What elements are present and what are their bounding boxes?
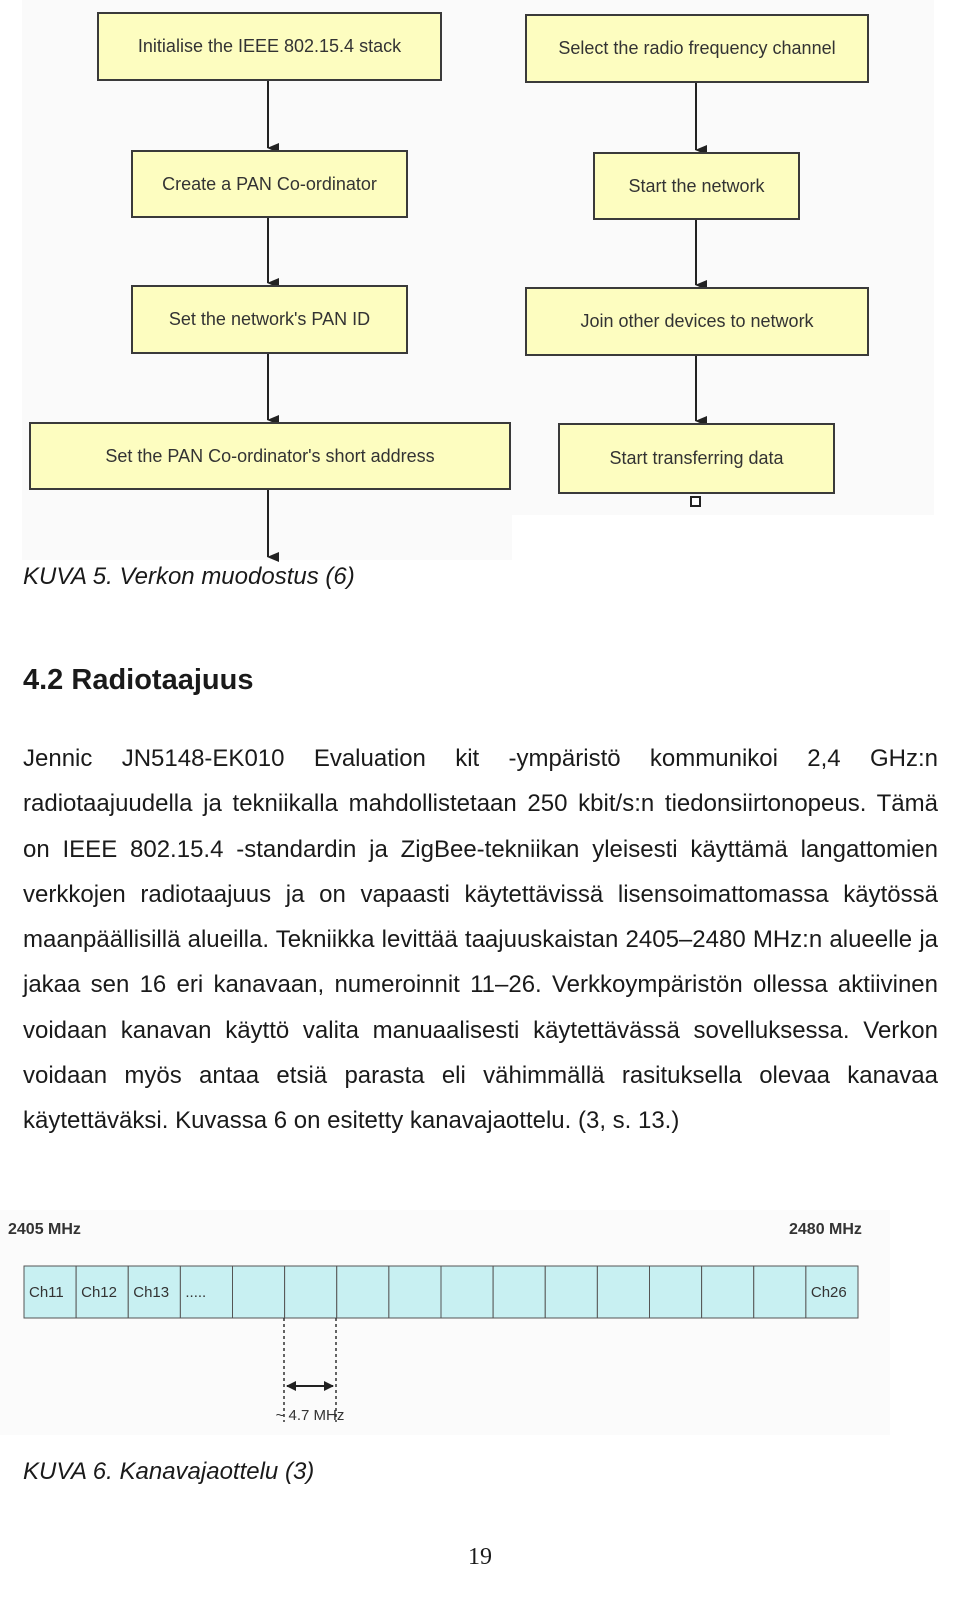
channel-label: Ch12	[81, 1284, 117, 1301]
freq-start-label: 2405 MHz	[8, 1221, 81, 1238]
page-number: 19	[468, 1544, 492, 1570]
channel-label: Ch13	[133, 1284, 170, 1301]
channel-cell	[650, 1266, 702, 1318]
step-initialise-stack: Initialise the IEEE 802.15.4 stack	[97, 12, 442, 81]
channel-label: Ch11	[29, 1284, 64, 1301]
channel-cell	[233, 1266, 285, 1318]
channel-label: .....	[185, 1284, 207, 1301]
section-heading: 4.2 Radiotaajuus	[23, 664, 254, 696]
step-start-transferring: Start transferring data	[558, 423, 835, 494]
channel-diagram-svg	[0, 1210, 960, 1440]
figure-5-caption: KUVA 5. Verkon muodostus (6)	[23, 563, 355, 590]
step-select-channel: Select the radio frequency channel	[525, 14, 869, 83]
channel-cell	[702, 1266, 754, 1318]
channel-cell	[545, 1266, 597, 1318]
body-paragraph: Jennic JN5148-EK010 Evaluation kit -ympäristö kommunikoi 2,4 GHz:n radiotaajuudella ja tekniikalla mahdollistetaan 250 kbit/s:n tiedonsiirtonopeus. Tämä on IEEE 802.15.4 -standardin ja ZigBee-tekniikan yleisesti käyttämä langattomien verkkojen radiotaajuus ja on vapaasti käytettävissä lisensoimattomassa käytössä maanpäällisillä alueilla. Tekniikka levittää taajuuskaistan 2405–2480 MHz:n alueelle ja jakaa sen 16 eri kanavaan, numeroinnit 11–26. Verkkoympäristön ollessa aktiivinen voidaan kanavan käyttö valita manuaalisesti käytettävässä sovelluksessa. Verkon voidaan myös antaa etsiä parasta eli vähimmällä rasituksella olevaa kanavaa käytettäväksi. Kuvassa 6 on esitetty kanavajaottelu. (3, s. 13.)	[23, 745, 938, 1135]
flowchart	[0, 0, 960, 575]
channel-cell	[597, 1266, 649, 1318]
channel-diagram	[0, 1210, 960, 1440]
step-set-pan-id: Set the network's PAN ID	[131, 285, 408, 354]
channel-label: Ch26	[810, 1284, 847, 1301]
channel-cell	[389, 1266, 441, 1318]
connector-square	[691, 497, 700, 506]
channel-cell	[493, 1266, 545, 1318]
channel-cell	[337, 1266, 389, 1318]
step-join-devices: Join other devices to network	[525, 287, 869, 356]
step-create-pan-coordinator: Create a PAN Co-ordinator	[131, 150, 408, 218]
spacing-label: ~ 4.7 MHz	[275, 1407, 345, 1424]
figure-6-caption: KUVA 6. Kanavajaottelu (3)	[23, 1458, 315, 1485]
step-set-short-address: Set the PAN Co-ordinator's short address	[29, 422, 511, 490]
freq-end-label: 2480 MHz	[789, 1221, 862, 1238]
channel-cell	[441, 1266, 493, 1318]
channel-diagram-background	[0, 1210, 890, 1435]
step-start-network: Start the network	[593, 152, 800, 220]
channel-cell	[754, 1266, 806, 1318]
channel-cell	[285, 1266, 337, 1318]
